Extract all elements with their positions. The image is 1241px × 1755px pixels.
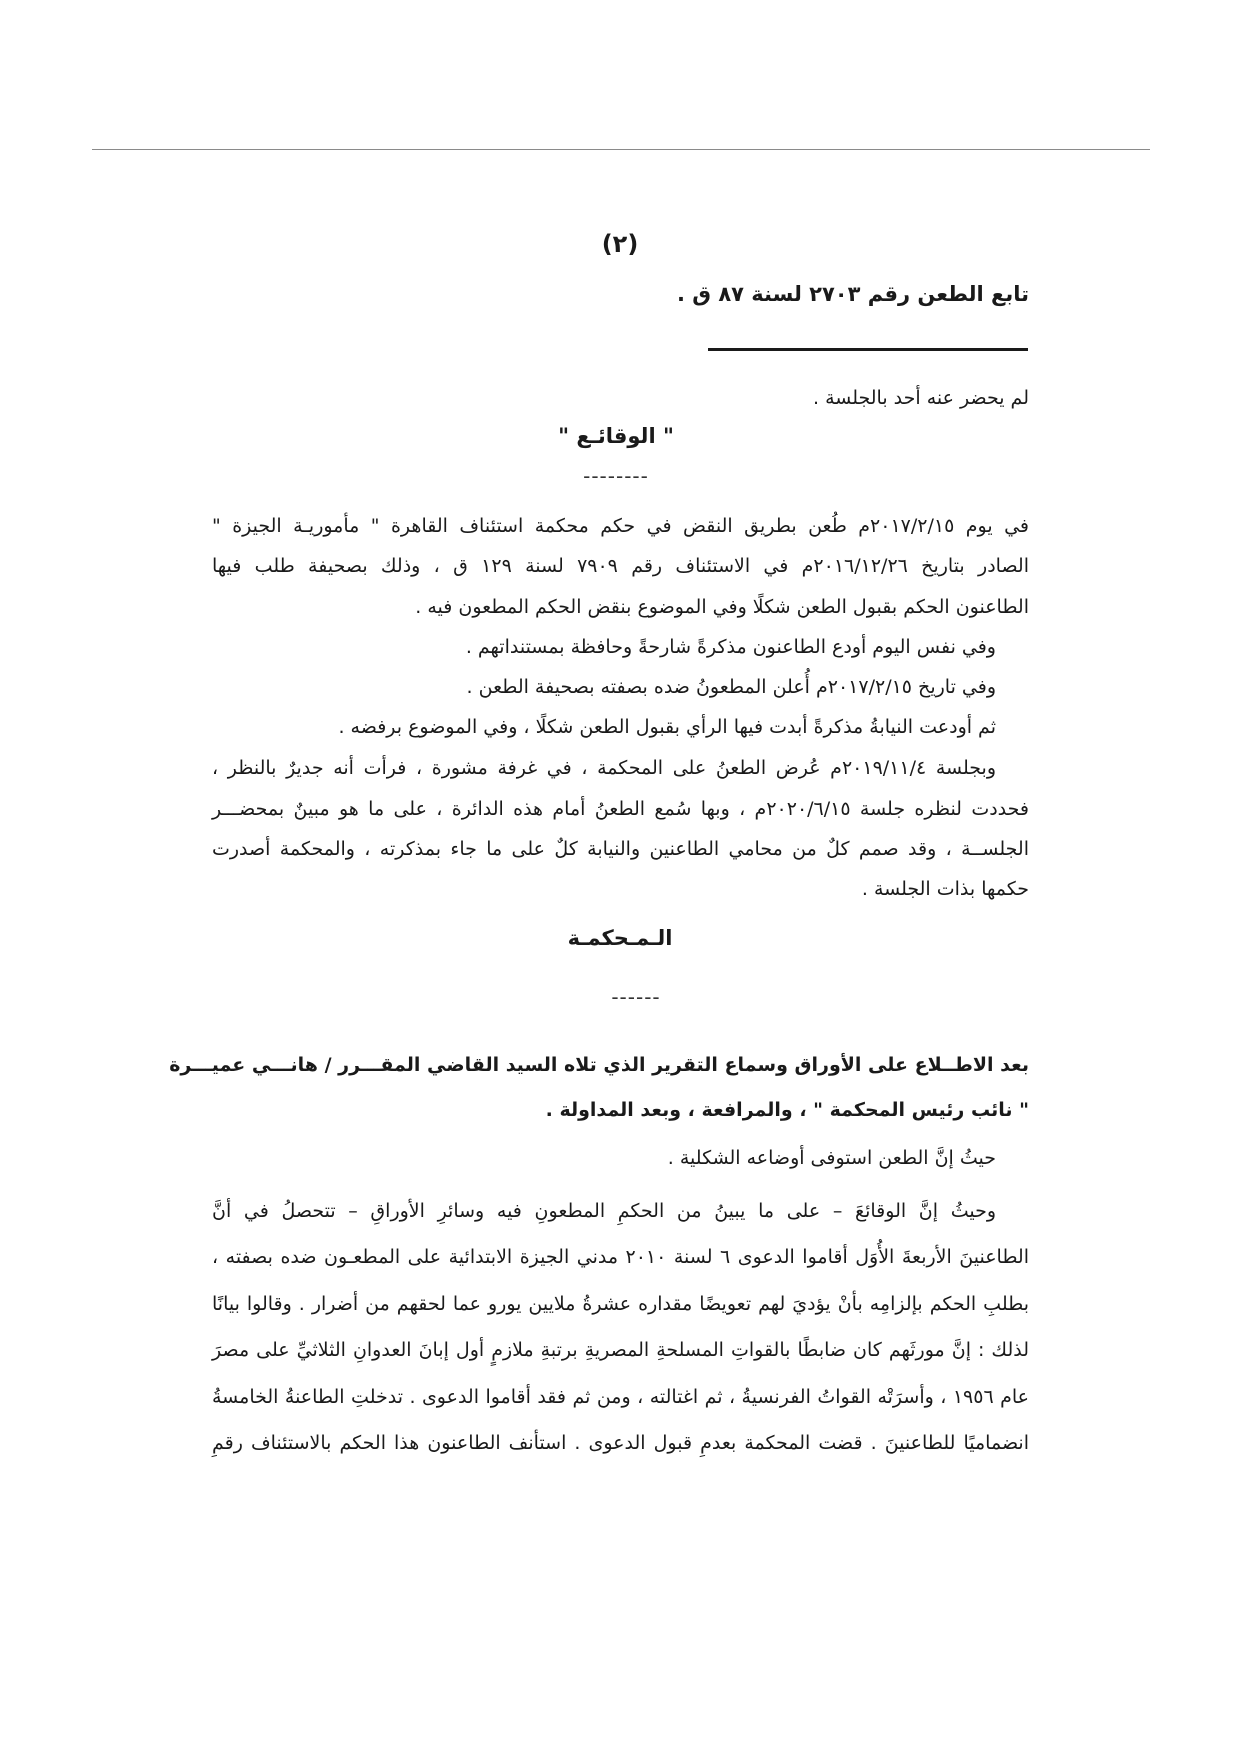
facts-p5-line-1: وبجلسة ٢٠١٩/١١/٤م عُرض الطعنُ على المحكمة ، في غرفة مشورة ، فرأت أنه جديرٌ بالنظر ،: [212, 757, 996, 779]
page-number: (٢): [601, 230, 639, 258]
facts-p1-line-2: الصادر بتاريخ ٢٠١٦/١٢/٢٦م في الاستئناف رقم ٧٩٠٩ لسنة ١٢٩ ق ، وذلك بصحيفة طلب فيها: [212, 555, 1029, 577]
court-p3-line-6: انضماميًا للطاعنينَ . قضت المحكمة بعدمِ قبول الدعوى . استأنف الطاعنون هذا الحكم بالاستئناف رقمِ: [212, 1432, 1029, 1454]
facts-separator: --------: [583, 464, 649, 488]
court-p3-line-2: الطاعنينَ الأربعةَ الأُوَل أقاموا الدعوى ٦ لسنة ٢٠١٠ مدني الجيزة الابتدائية على المطعـون ضده بصفته ،: [212, 1246, 1029, 1268]
facts-p3: وفي تاريخ ٢٠١٧/٢/١٥م أُعلن المطعونُ ضده بصفته بصحيفة الطعن .: [466, 676, 996, 698]
facts-p1-line-1: في يوم ٢٠١٧/٢/١٥م طُعن بطريق النقض في حكم محكمة استئناف القاهرة " مأموريـة الجيزة ": [212, 515, 1029, 537]
facts-p5-line-2: فحددت لنظره جلسة ٢٠٢٠/٦/١٥م ، وبها سُمع الطعنُ أمام هذه الدائرة ، على ما هو مبينٌ بمحضـــر: [212, 798, 1029, 820]
facts-p5-line-3: الجلســة ، وقد صمم كلٌ من محامي الطاعنين والنيابة كلٌ على ما جاء بمذكرته ، والمحكمة أصدرت: [212, 838, 1029, 860]
court-p3-line-5: عام ١٩٥٦ ، وأسرَتْه القواتُ الفرنسيةُ ، ثم اغتالته ، ومن ثم فقد أقاموا الدعوى . تدخلتِ الطاعنةُ الخامسةُ: [212, 1386, 1029, 1408]
court-p1-line-2: " نائب رئيس المحكمة " ، والمرافعة ، وبعد المداولة .: [545, 1099, 1029, 1121]
facts-p4: ثم أودعت النيابةُ مذكرةً أبدت فيها الرأي بقبول الطعن شكلًا ، وفي الموضوع برفضه .: [338, 716, 996, 738]
facts-p2: وفي نفس اليوم أودع الطاعنون مذكرةً شارحةً وحافظة بمستنداتهم .: [465, 636, 996, 658]
facts-p5-line-4: حكمها بذات الجلسة .: [861, 878, 1029, 900]
top-divider: [92, 149, 1150, 150]
court-p3-line-3: بطلبِ الحكم بإلزامِه بأنْ يؤديَ لهم تعويضًا مقداره عشرةُ ملايين يورو عما لحقهم من أضرار . وقالوا بيانًا: [212, 1293, 1029, 1315]
facts-p1-line-3: الطاعنون الحكم بقبول الطعن شكلًا وفي الموضوع بنقض الحكم المطعون فيه .: [415, 596, 1029, 618]
court-heading: الـمـحكمـة: [567, 926, 673, 950]
intro-line: لم يحضر عنه أحد بالجلسة .: [813, 387, 1029, 409]
court-p3-line-4: لذلك : إنَّ مورثَهم كان ضابطًا بالقواتِ المسلحةِ المصريةِ برتبةِ ملازمٍ أول إبانَ العدوانِ الثلاثيِّ على مصرَ: [212, 1339, 1029, 1361]
court-p1-line-1: بعد الاطــلاع على الأوراق وسماع التقرير الذي تلاه السيد القاضي المقـــرر / هانـــي عميـــرة: [169, 1054, 1029, 1076]
case-reference: تابع الطعن رقم ٢٧٠٣ لسنة ٨٧ ق .: [676, 282, 1029, 306]
court-p2: حيثُ إنَّ الطعن استوفى أوضاعه الشكلية .: [667, 1147, 996, 1169]
case-reference-underline: [708, 348, 1028, 351]
facts-heading: " الوقائـع ": [558, 424, 674, 448]
court-p3-line-1: وحيثُ إنَّ الوقائعَ – على ما يبينُ من الحكمِ المطعونِ فيه وسائرِ الأوراقِ – تتحصلُ في أنَّ: [212, 1200, 996, 1222]
court-separator: ------: [611, 985, 661, 1009]
